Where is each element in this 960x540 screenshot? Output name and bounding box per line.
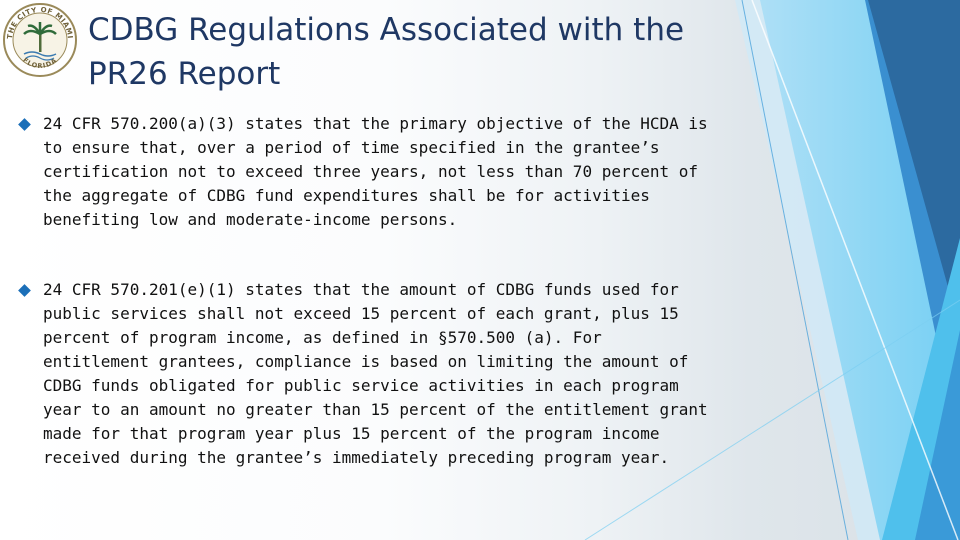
seal-bottom-text: FLORIDA — [21, 56, 59, 71]
bullet-item-570-201 — [20, 278, 716, 470]
bullet-text: 24 CFR 570.200(a)(3) states that the primary objective of the HCDA is to ensure that, over a period of time specified in the grantee’s certification not to exceed three years, not less than 70 percent of the aggregate of CDBG fund expenditures shall be for activities benefiting low and moderate-income persons. — [43, 114, 708, 229]
diamond-bullet-icon — [18, 118, 31, 131]
bullet-text: 24 CFR 570.201(e)(1) states that the amount of CDBG funds used for public services shall not exceed 15 percent of each grant, plus 15 percent of program income, as defined in §570.500 (a). For entitlement grantees, compliance is based on limiting the amount of CDBG funds obligated for public service activities in each program year to an amount no greater than 15 percent of the entitlement grant made for that program year plus 15 percent of the program income received during the grantee’s immediately preceding program year. — [43, 280, 708, 467]
seal-ring-text: THE CITY OF MIAMI — [5, 5, 75, 40]
city-of-miami-seal-icon — [2, 2, 78, 78]
bullet-item-570-200 — [20, 112, 716, 232]
bullet-list — [20, 112, 716, 516]
diamond-bullet-icon — [18, 284, 31, 297]
slide-title: CDBG Regulations Associated with the PR26 Report — [88, 12, 685, 92]
